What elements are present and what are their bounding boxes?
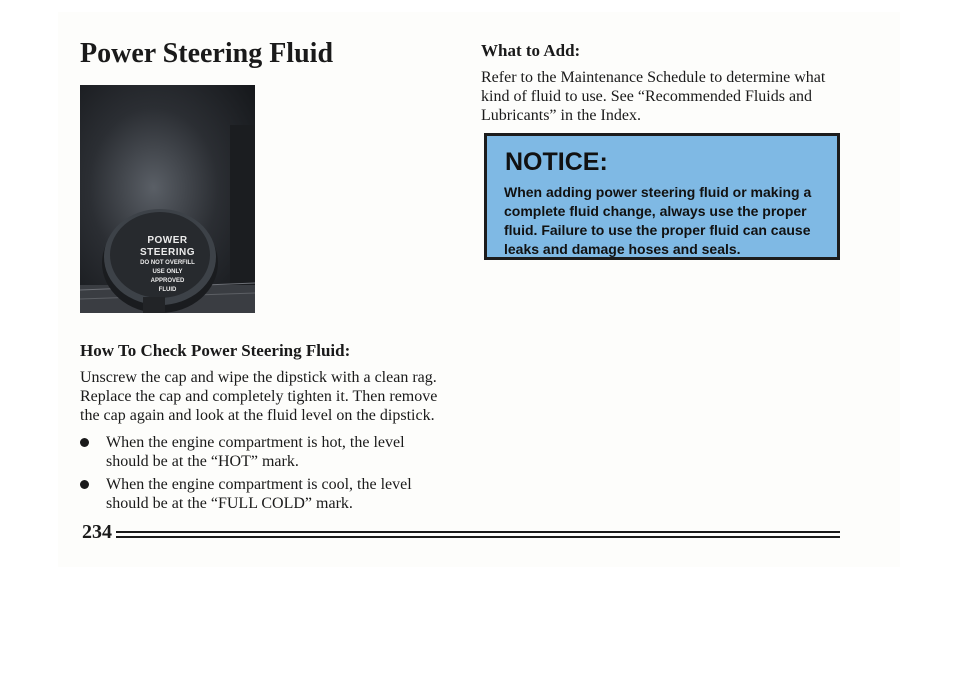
notice-title: NOTICE:	[505, 148, 608, 176]
cap-text-line: POWER	[147, 235, 188, 246]
bullet-text: When the engine compartment is hot, the level should be at the “HOT” mark.	[106, 434, 405, 470]
bullet-icon	[80, 438, 89, 447]
add-heading: What to Add:	[481, 41, 581, 60]
footer-rule	[116, 531, 840, 533]
list-item	[80, 475, 451, 513]
footer-rule	[116, 536, 840, 538]
check-heading: How To Check Power Steering Fluid:	[80, 341, 351, 360]
bullet-icon	[80, 480, 89, 489]
cap-text-line: STEERING	[139, 247, 196, 258]
add-paragraph: Refer to the Maintenance Schedule to determine what kind of fluid to use. See “Recommended Fluids and Lubricants” in the Index.	[481, 69, 826, 124]
bullet-text: When the engine compartment is cool, the level should be at the “FULL COLD” mark.	[106, 476, 412, 512]
section-title: Power Steering Fluid	[80, 38, 334, 69]
notice-box	[484, 133, 840, 260]
notice-body: When adding power steering fluid or making a complete fluid change, always use the proper fluid. Failure to use the proper fluid can cause leaks and damage hoses and seals.	[504, 184, 812, 257]
page-number: 234	[82, 521, 112, 543]
check-paragraph: Unscrew the cap and wipe the dipstick with a clean rag. Replace the cap and completely tighten it. Then remove the cap again and look at the fluid level on the dipstick.	[80, 369, 438, 424]
cap-text-line: APPROVED	[150, 278, 185, 284]
power-steering-cap-photo	[80, 85, 255, 313]
cap-text-line: FLUID	[158, 287, 177, 293]
cap-text-line: USE ONLY	[152, 269, 183, 275]
cap-text-line: DO NOT OVERFILL	[140, 260, 195, 266]
list-item	[80, 433, 451, 471]
